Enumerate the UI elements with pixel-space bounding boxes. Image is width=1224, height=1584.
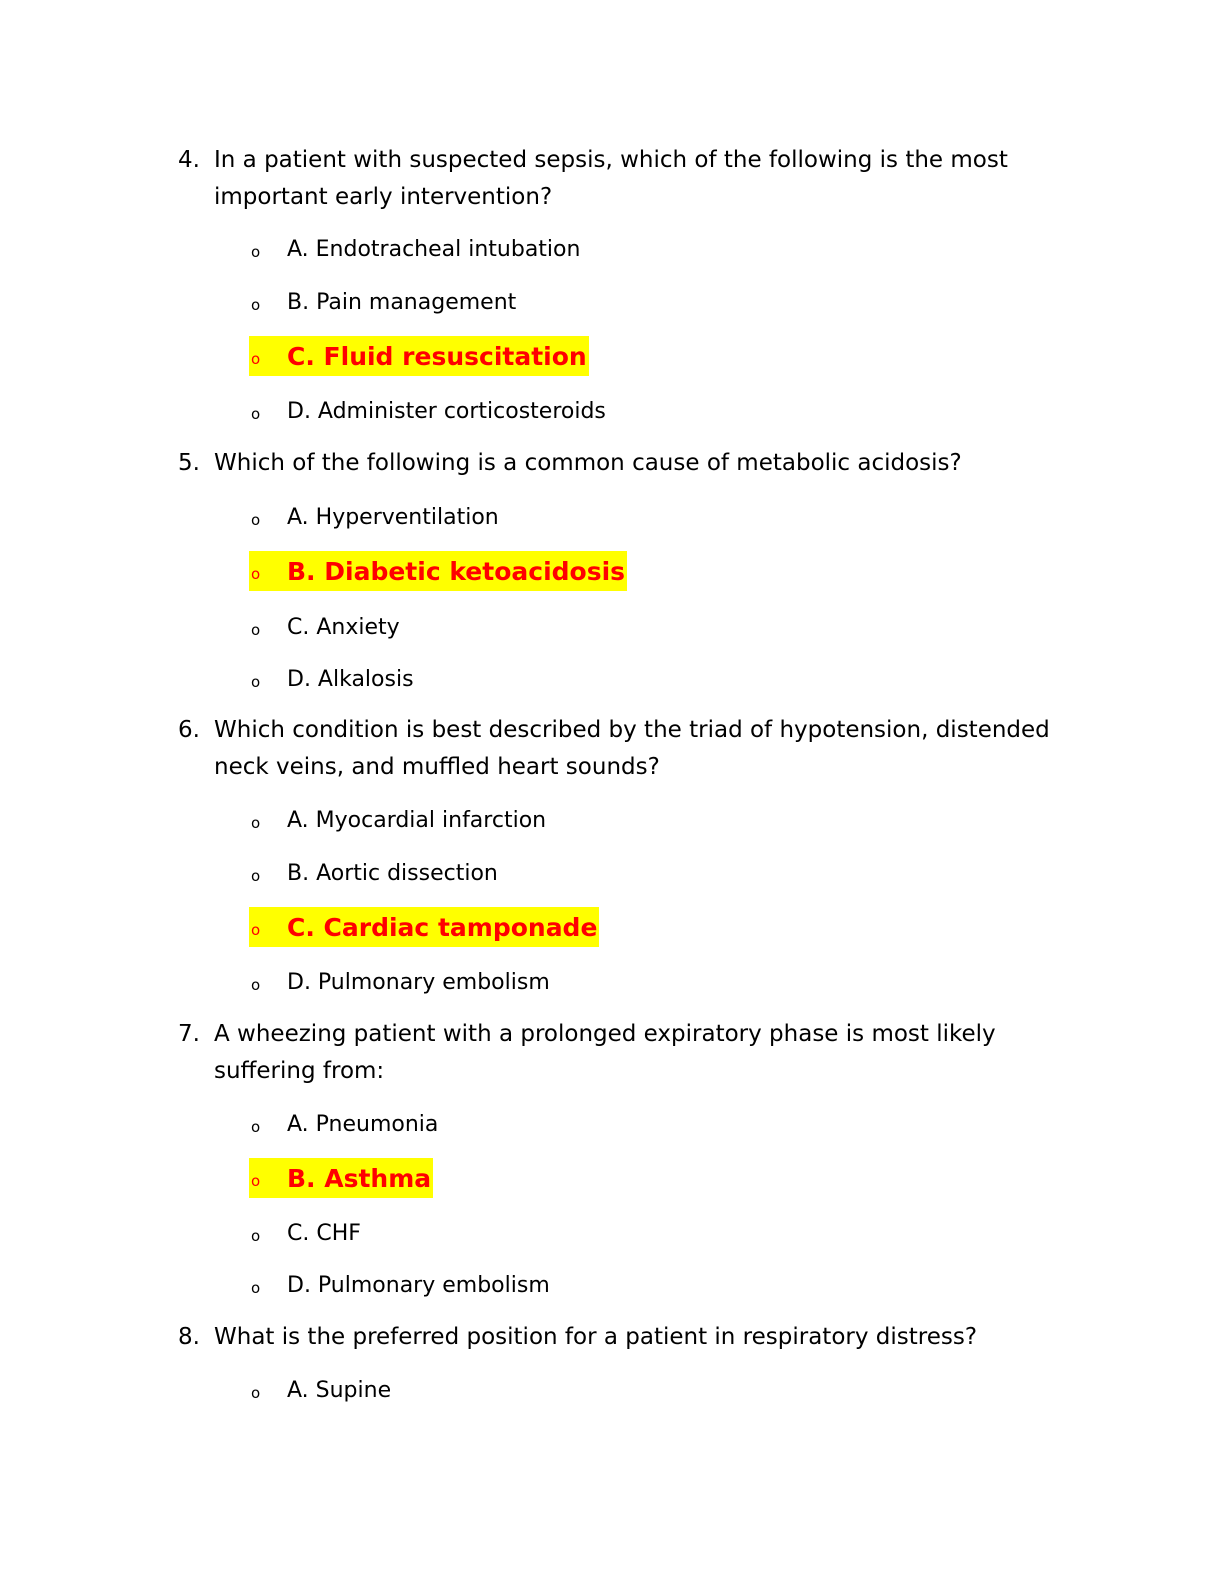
question-text: A wheezing patient with a prolonged expiratory phase is most likely suffering from: <box>214 1021 996 1084</box>
option-label: B. Aortic dissection <box>287 860 498 886</box>
question-text: In a patient with suspected sepsis, which of the following is the most important early intervention? <box>214 147 1008 210</box>
option-label: D. Pulmonary embolism <box>287 1272 550 1298</box>
option-7b-correct <box>249 1158 433 1198</box>
bullet-icon: o <box>251 1118 261 1136</box>
option-5b-correct <box>249 551 627 591</box>
bullet-icon: o <box>251 405 261 423</box>
question-6 <box>178 712 1058 786</box>
option-label: B. Asthma <box>287 1163 432 1193</box>
bullet-icon: o <box>251 350 261 368</box>
bullet-icon: o <box>251 921 261 939</box>
option-5a <box>249 497 499 537</box>
option-7a <box>249 1104 438 1144</box>
option-5c <box>249 607 400 647</box>
option-4b <box>249 282 516 322</box>
option-label: C. CHF <box>287 1220 361 1246</box>
option-4c-correct <box>249 336 589 376</box>
bullet-icon: o <box>251 243 261 261</box>
option-label: B. Pain management <box>287 289 517 315</box>
option-8a <box>249 1370 391 1410</box>
question-number: 4. <box>178 147 200 173</box>
question-text: Which of the following is a common cause of metabolic acidosis? <box>214 450 962 476</box>
option-6c-correct <box>249 907 599 947</box>
question-text: What is the preferred position for a patient in respiratory distress? <box>214 1324 978 1350</box>
option-label: A. Supine <box>287 1377 392 1403</box>
bullet-icon: o <box>251 296 261 314</box>
option-label: C. Anxiety <box>287 614 400 640</box>
bullet-icon: o <box>251 1172 261 1190</box>
bullet-icon: o <box>251 511 261 529</box>
option-label: A. Pneumonia <box>287 1111 439 1137</box>
option-label: A. Hyperventilation <box>287 504 499 530</box>
question-number: 5. <box>178 450 200 476</box>
option-7d <box>249 1265 550 1305</box>
bullet-icon: o <box>251 621 261 639</box>
option-label: D. Alkalosis <box>287 666 414 692</box>
option-6b <box>249 853 498 893</box>
option-4a <box>249 229 580 269</box>
option-label: D. Administer corticosteroids <box>287 398 606 424</box>
bullet-icon: o <box>251 673 261 691</box>
option-label: C. Cardiac tamponade <box>287 912 598 942</box>
question-4 <box>178 142 1058 216</box>
question-number: 8. <box>178 1324 200 1350</box>
option-label: B. Diabetic ketoacidosis <box>287 556 626 586</box>
bullet-icon: o <box>251 976 261 994</box>
bullet-icon: o <box>251 867 261 885</box>
option-label: C. Fluid resuscitation <box>287 341 587 371</box>
bullet-icon: o <box>251 1227 261 1245</box>
question-number: 7. <box>178 1021 200 1047</box>
question-7 <box>178 1016 1058 1090</box>
option-label: A. Endotracheal intubation <box>287 236 581 262</box>
option-7c <box>249 1213 361 1253</box>
option-label: A. Myocardial infarction <box>287 807 547 833</box>
question-text: Which condition is best described by the triad of hypotension, distended neck veins, and muffled heart sounds? <box>214 717 1050 780</box>
bullet-icon: o <box>251 565 261 583</box>
option-4d <box>249 391 606 431</box>
question-number: 6. <box>178 717 200 743</box>
option-5d <box>249 659 414 699</box>
bullet-icon: o <box>251 1384 261 1402</box>
bullet-icon: o <box>251 814 261 832</box>
option-6d <box>249 962 550 1002</box>
question-8 <box>178 1319 1058 1356</box>
option-6a <box>249 800 546 840</box>
bullet-icon: o <box>251 1279 261 1297</box>
question-5 <box>178 445 1058 482</box>
option-label: D. Pulmonary embolism <box>287 969 550 995</box>
